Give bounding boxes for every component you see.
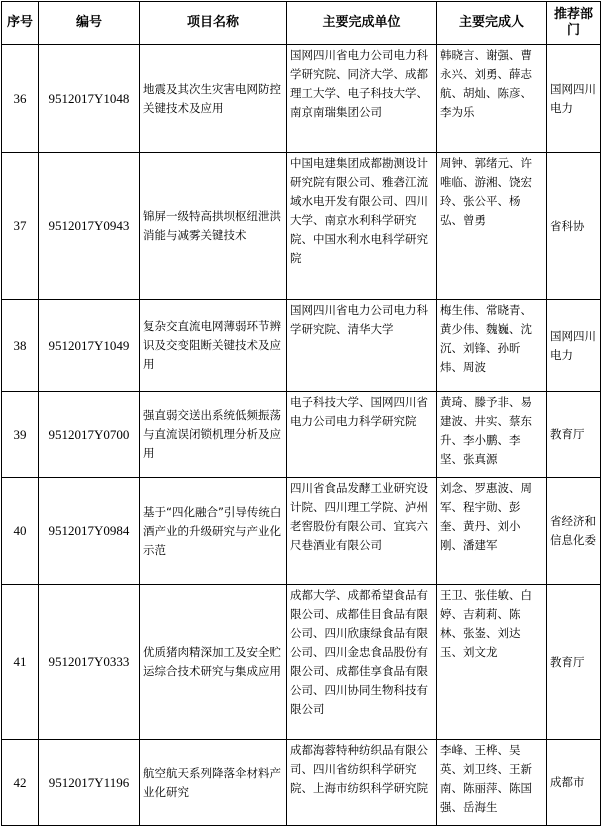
row-no: 39 [2,392,39,478]
row-main-unit [287,300,437,392]
row-code: 9512017Y0700 [39,392,140,478]
header-main-people: 主要完成人 [437,2,547,45]
row-recommend-dept [547,478,601,585]
table-row [2,740,601,826]
main-unit-text: 国网四川省电力公司电力科学研究院、同济大学、成都理工大学、电子科技大学、南京南瑞集团公司 [290,48,428,119]
row-code: 9512017Y1049 [39,300,140,392]
row-project-name [140,585,287,740]
row-no: 41 [2,585,39,740]
recommend-dept-text: 成都市 [550,775,585,789]
row-no: 37 [2,153,39,300]
project-name-text: 复杂交直流电网薄弱环节辨识及交变阻断关键技术及应用 [143,319,281,371]
main-people-text: 韩晓言、谢强、曹永兴、刘勇、薛志航、胡灿、陈彦、李为乐 [440,48,532,119]
recommend-dept-text: 国网四川电力 [550,81,596,115]
row-project-name [140,478,287,585]
main-people-text: 梅生伟、常晓青、黄少伟、魏巍、沈沉、刘锋、孙昕炜、周波 [440,303,532,374]
table-row [2,585,601,740]
row-project-name [140,392,287,478]
row-main-people [437,478,547,585]
main-people-text: 周钟、郭绪元、许唯临、游湘、饶宏玲、张公平、杨弘、曾勇 [440,156,532,227]
project-name-text: 地震及其次生灾害电网防控关键技术及应用 [143,81,281,115]
main-unit-text: 四川省食品发酵工业研究设计院、四川理工学院、泸州老窖股份有限公司、宜宾六尺巷酒业有限公司 [290,481,428,552]
row-main-people [437,45,547,153]
project-name-text: 优质猪肉精深加工及安全贮运综合技术研究与集成应用 [143,645,281,678]
row-project-name [140,153,287,300]
row-recommend-dept [547,45,601,153]
award-projects-table [1,1,601,826]
project-name-text: 航空航天系列降落伞材料产业化研究 [143,765,281,799]
header-no: 序号 [2,2,39,45]
recommend-dept-text: 教育厅 [550,427,585,441]
header-project-name: 项目名称 [140,2,287,45]
row-main-people [437,740,547,826]
row-code: 9512017Y0943 [39,153,140,300]
main-unit-text: 电子科技大学、国网四川省电力公司电力科学研究院 [290,395,428,428]
row-recommend-dept [547,392,601,478]
header-recommend-dept: 推荐部门 [547,2,601,45]
row-main-unit [287,740,437,826]
project-name-text: 基于“四化融合”引导传统白酒产业的升级研究与产业化示范 [143,504,282,557]
main-people-text: 刘念、罗惠波、周军、程宇勋、彭奎、黄丹、刘小刚、潘建军 [440,481,532,552]
row-main-unit [287,45,437,153]
table-header-row [2,2,601,45]
row-project-name [140,740,287,826]
row-no: 40 [2,478,39,585]
row-project-name [140,45,287,153]
recommend-dept-text: 国网四川电力 [550,328,596,362]
row-main-people [437,392,547,478]
row-main-unit [287,478,437,585]
main-unit-text: 中国电建集团成都勘测设计研究院有限公司、雅砻江流域水电开发有限公司、四川大学、南京水利科学研究院、中国水利水电科学研究院 [290,156,428,265]
row-code: 9512017Y1048 [39,45,140,153]
table-row [2,153,601,300]
project-name-text: 锦屏一级特高拱坝枢纽泄洪消能与减雾关键技术 [143,209,281,242]
row-recommend-dept [547,740,601,826]
row-main-unit [287,585,437,740]
table-row [2,478,601,585]
award-document [1,1,600,829]
recommend-dept-text: 省经济和信息化委 [550,514,596,547]
row-recommend-dept [547,585,601,740]
table-row [2,45,601,153]
main-people-text: 王卫、张佳敏、白婷、吉莉莉、陈林、张崟、刘达玉、刘文龙 [440,588,532,659]
row-code: 9512017Y0984 [39,478,140,585]
header-code: 编号 [39,2,140,45]
row-no: 38 [2,300,39,392]
row-main-unit [287,392,437,478]
table-row [2,392,601,478]
row-recommend-dept [547,153,601,300]
main-unit-text: 国网四川省电力公司电力科学研究院、清华大学 [290,303,428,336]
main-people-text: 李峰、王桦、吴英、刘卫终、王新南、陈丽萍、陈国强、岳海生 [440,743,532,814]
table-row [2,300,601,392]
row-recommend-dept [547,300,601,392]
project-name-text: 强直弱交送出系统低频振荡与直流误闭锁机理分析及应用 [143,408,281,460]
row-code: 9512017Y1196 [39,740,140,826]
row-no: 42 [2,740,39,826]
row-code: 9512017Y0333 [39,585,140,740]
header-main-unit: 主要完成单位 [287,2,437,45]
main-unit-text: 成都海蓉特种纺织品有限公司、四川省纺织科学研究院、上海市纺织科学研究院 [290,743,428,795]
row-main-people [437,300,547,392]
row-main-unit [287,153,437,300]
row-main-people [437,585,547,740]
main-people-text: 黄琦、滕予非、易建波、井实、蔡东升、李小鹏、李坚、张真源 [440,395,532,466]
row-project-name [140,300,287,392]
recommend-dept-text: 教育厅 [550,654,585,669]
row-no: 36 [2,45,39,153]
recommend-dept-text: 省科协 [550,218,585,233]
row-main-people [437,153,547,300]
main-unit-text: 成都大学、成都希望食品有限公司、成都佳目食品有限公司、四川欣康绿食品有限公司、四川金忠食品股份有限公司、成都佳享食品有限公司、四川协同生物科技有限公司 [290,588,428,716]
